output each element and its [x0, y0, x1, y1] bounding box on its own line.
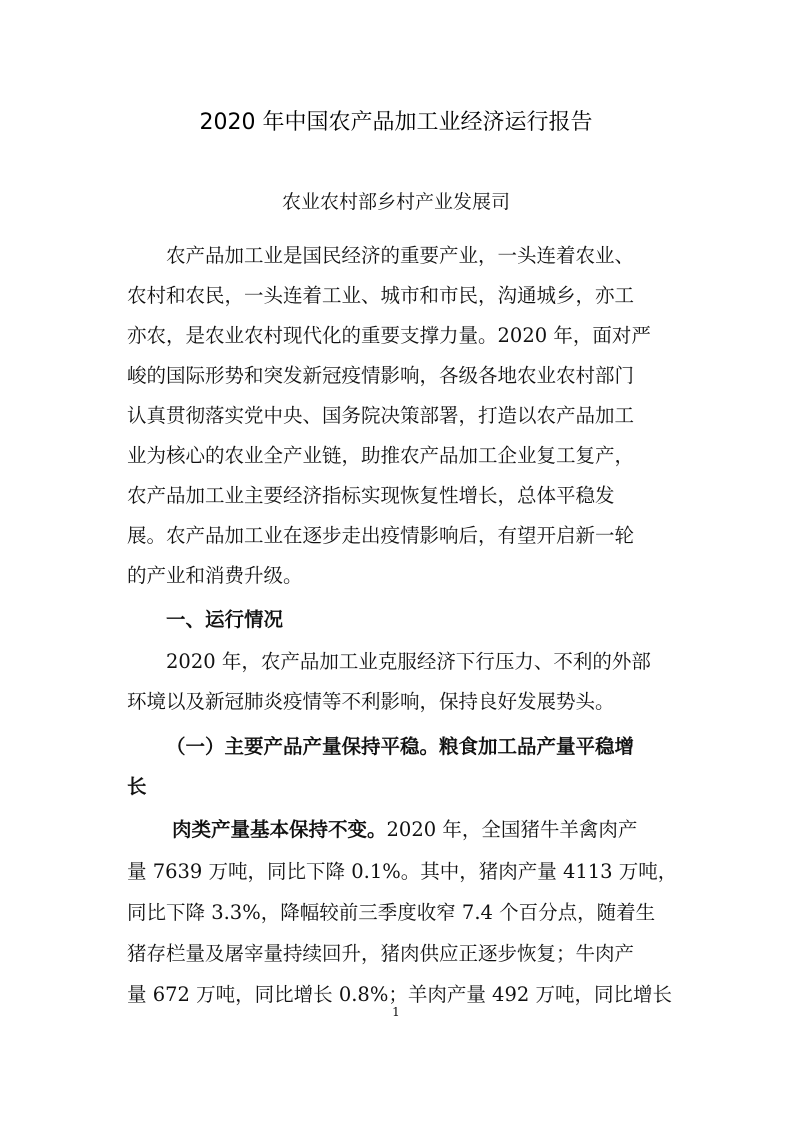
meat-line: 量 7639 万吨，同比下降 0.1%。其中，猪肉产量 4113 万吨，: [127, 860, 678, 883]
meat-line: 2020 年，全国猪牛羊禽肉产: [386, 818, 638, 841]
intro-line: 业为核心的农业全产业链，助推农产品加工企业复工复产，: [127, 444, 635, 467]
intro-line: 农产品加工业是国民经济的重要产业，一头连着农业、: [166, 244, 635, 267]
intro-line: 展。农产品加工业在逐步走出疫情影响后，有望开启新一轮: [127, 524, 635, 547]
intro-line: 亦农，是农业农村现代化的重要支撑力量。2020 年，面对严: [127, 324, 651, 347]
section-line: 2020 年，农产品加工业克服经济下行压力、不利的外部: [166, 650, 651, 673]
section-heading: 一、运行情况: [166, 608, 284, 631]
intro-line: 农村和农民，一头连着工业、城市和市民，沟通城乡，亦工: [127, 284, 635, 307]
department-name: 农业农村部乡村产业发展司: [281, 191, 510, 213]
intro-line: 认真贯彻落实党中央、国务院决策部署，打造以农产品加工: [127, 404, 635, 427]
section-line: 环境以及新冠肺炎疫情等不利影响，保持良好发展势头。: [127, 690, 615, 713]
page-number: 1: [392, 1005, 400, 1019]
meat-lead: 肉类产量基本保持不变。: [172, 818, 387, 841]
meat-line: 量 672 万吨，同比增长 0.8%；羊肉产量 492 万吨，同比增长: [127, 983, 672, 1006]
meat-line: 猪存栏量及屠宰量持续回升，猪肉供应正逐步恢复；牛肉产: [127, 942, 635, 965]
intro-line: 的产业和消费升级。: [127, 564, 303, 587]
intro-line: 农产品加工业主要经济指标实现恢复性增长，总体平稳发: [127, 484, 615, 507]
report-title: 2020 年中国农产品加工业经济运行报告: [199, 110, 593, 135]
subsection-heading: （一）主要产品产量保持平稳。粮食加工品产量平稳增: [166, 735, 635, 758]
meat-paragraph-first-line: [172, 816, 637, 844]
subsection-heading: 长: [127, 775, 147, 798]
intro-line: 峻的国际形势和突发新冠疫情影响，各级各地农业农村部门: [127, 364, 635, 387]
meat-line: 同比下降 3.3%，降幅较前三季度收窄 7.4 个百分点，随着生: [127, 901, 656, 924]
